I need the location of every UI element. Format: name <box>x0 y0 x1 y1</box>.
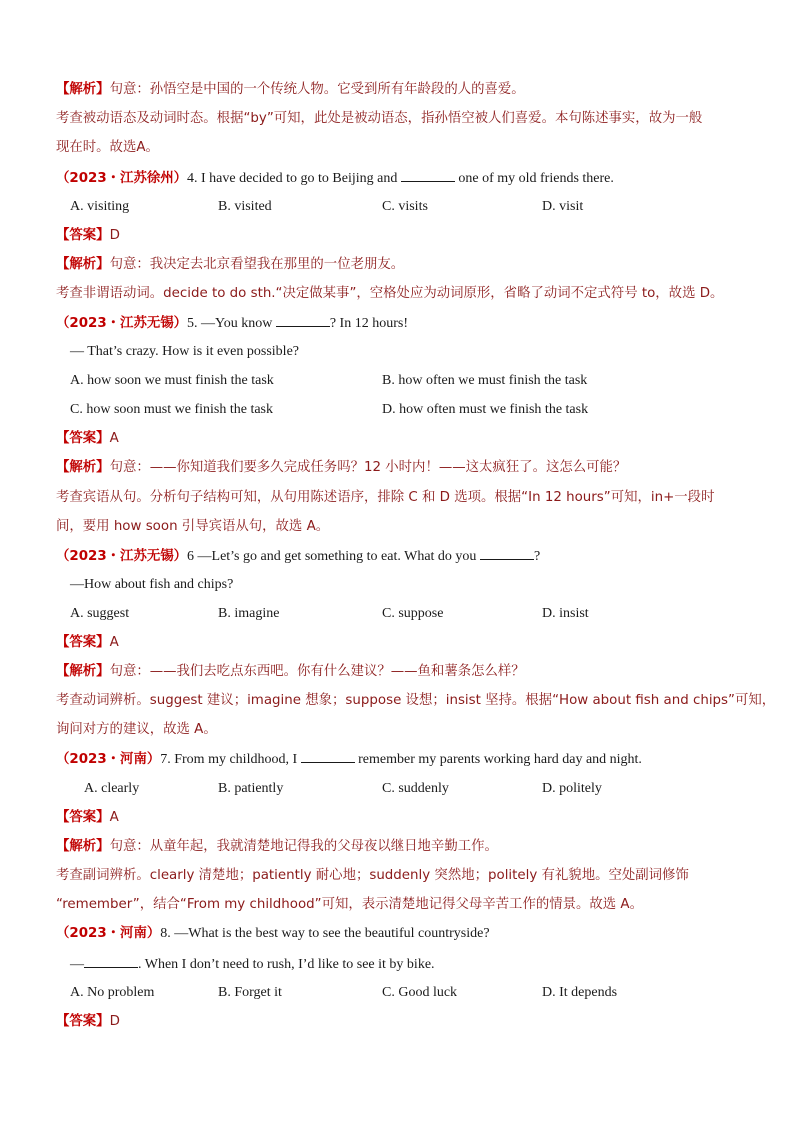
analysis-tag: 【解析】 <box>56 82 110 97</box>
q8-option-a: A. No problem <box>70 985 155 1000</box>
q7-answer: 【答案】A <box>56 810 119 825</box>
q3-analysis-line3: 现在时。故选A。 <box>56 140 159 155</box>
q4-analysis-line2: 考查非谓语动词。decide to do sth.“决定做某事”，空格处应为动词原形，省略了动词不定式符号 to，故选 D。 <box>56 286 724 301</box>
q5-option-c: C. how soon must we finish the task <box>70 402 273 417</box>
q7-option-d: D. politely <box>542 781 602 796</box>
q6-answer: 【答案】A <box>56 635 119 650</box>
q5-stem2: — That’s crazy. How is it even possible? <box>70 344 300 359</box>
q3-analysis-line2: 考查被动语态及动词时态。根据“by”可知，此处是被动语态，指孙悟空被人们喜爱。本句陈述事实，故为一般 <box>56 111 703 126</box>
q6-stem2: —How about fish and chips? <box>70 577 234 592</box>
q4-analysis-meaning: 【解析】句意：我决定去北京看望我在那里的一位老朋友。 <box>56 257 405 272</box>
q4-stem: （2023・江苏徐州）4. I have decided to go to Beijing and one of my old friends there. <box>56 168 614 189</box>
question-source: （2023・江苏无锡） <box>56 316 188 331</box>
question-source: （2023・江苏无锡） <box>56 549 188 564</box>
question-source: （2023・河南） <box>56 752 161 767</box>
q6-stem: （2023・江苏无锡）6 —Let’s go and get something to eat. What do you ? <box>56 546 540 567</box>
q8-answer: 【答案】D <box>56 1014 120 1029</box>
q6-option-b: B. imagine <box>218 606 280 621</box>
q7-option-b: B. patiently <box>218 781 284 796</box>
q7-stem: （2023・河南）7. From my childhood, I remember my parents working hard day and night. <box>56 749 642 770</box>
q7-option-c: C. suddenly <box>382 781 449 796</box>
q5-analysis-meaning: 【解析】句意：——你知道我们要多久完成任务吗？12 小时内！——这太疯狂了。这怎么可能？ <box>56 460 627 475</box>
q3-analysis-meaning: 【解析】句意：孙悟空是中国的一个传统人物。它受到所有年龄段的人的喜爱。 <box>56 82 525 97</box>
question-source: （2023・江苏徐州） <box>56 171 188 186</box>
q4-option-c: C. visits <box>382 199 428 214</box>
q6-option-a: A. suggest <box>70 606 130 621</box>
q5-analysis-line2: 考查宾语从句。分析句子结构可知，从句用陈述语序，排除 C 和 D 选项。根据“In 12 hours”可知，in+一段时 <box>56 490 715 505</box>
q6-analysis-line3: 询问对方的建议，故选 A。 <box>56 722 217 737</box>
q7-option-a: A. clearly <box>84 781 140 796</box>
q6-option-d: D. insist <box>542 606 589 621</box>
q6-option-c: C. suppose <box>382 606 444 621</box>
q5-option-a: A. how soon we must finish the task <box>70 373 274 388</box>
answer-blank <box>301 749 355 763</box>
q5-answer: 【答案】A <box>56 431 119 446</box>
q7-analysis-line2: 考查副词辨析。clearly 清楚地；patiently 耐心地；suddenly 突然地；politely 有礼貌地。空处副词修饰 <box>56 868 689 883</box>
q6-analysis-line2: 考查动词辨析。suggest 建议；imagine 想象；suppose 设想；insist 坚持。根据“How about fish and chips”可知， <box>56 693 776 708</box>
q6-analysis-meaning: 【解析】句意：——我们去吃点东西吧。你有什么建议？——鱼和薯条怎么样？ <box>56 664 525 679</box>
q4-option-a: A. visiting <box>70 199 130 214</box>
answer-blank <box>401 168 455 182</box>
q8-stem2: — . When I don’t need to rush, I’d like to see it by bike. <box>70 954 435 975</box>
q8-stem: （2023・河南）8. —What is the best way to see the beautiful countryside? <box>56 926 490 941</box>
q8-option-c: C. Good luck <box>382 985 458 1000</box>
answer-blank <box>276 313 330 327</box>
q7-analysis-line3: “remember”，结合“From my childhood”可知，表示清楚地记得父母辛苦工作的情景。故选 A。 <box>56 897 643 912</box>
q5-option-d: D. how often must we finish the task <box>382 402 589 417</box>
q8-option-b: B. Forget it <box>218 985 282 1000</box>
q4-option-b: B. visited <box>218 199 272 214</box>
q4-answer: 【答案】D <box>56 228 120 243</box>
q8-option-d: D. It depends <box>542 985 618 1000</box>
q7-analysis-meaning: 【解析】句意：从童年起，我就清楚地记得我的父母夜以继日地辛勤工作。 <box>56 839 498 854</box>
q4-option-d: D. visit <box>542 199 584 214</box>
q5-stem: （2023・江苏无锡）5. —You know ? In 12 hours! <box>56 313 408 334</box>
q5-option-b: B. how often we must finish the task <box>382 373 588 388</box>
answer-blank <box>480 546 534 560</box>
question-source: （2023・河南） <box>56 926 161 941</box>
answer-blank <box>84 954 138 968</box>
q5-analysis-line3: 间，要用 how soon 引导宾语从句，故选 A。 <box>56 519 330 534</box>
